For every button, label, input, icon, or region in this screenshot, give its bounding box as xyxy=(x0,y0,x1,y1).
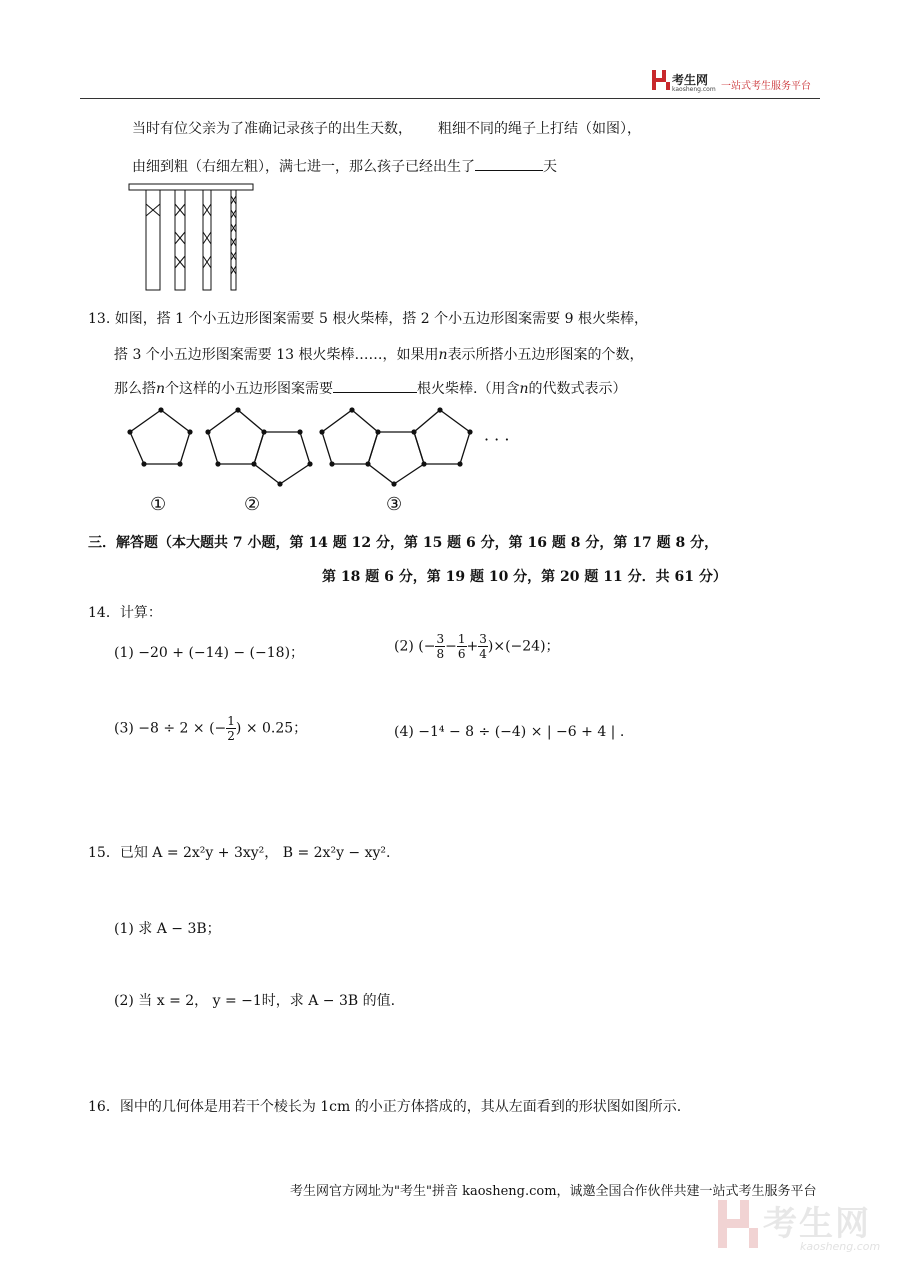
fraction-denominator: 6 xyxy=(457,647,466,661)
q14-title: 14．计算： xyxy=(88,605,162,621)
watermark-text: 考生网 xyxy=(763,1204,871,1244)
fraction-denominator: 4 xyxy=(479,647,487,661)
q14-part-1: (1) −20 + (−14) − (−18)； xyxy=(114,645,305,661)
q12-line1-part-b: 粗细不同的绳子上打结（如图）， xyxy=(438,121,641,137)
q12-line2-part-b: 天 xyxy=(543,159,557,175)
q12-line1 xyxy=(132,118,641,138)
header-divider xyxy=(80,98,820,99)
q13-line3-part-d: 的代数式表示） xyxy=(528,381,627,397)
figure-label-2: ② xyxy=(244,494,261,515)
q14-p2-minus: − xyxy=(445,638,457,655)
q14-part-3 xyxy=(114,714,307,743)
q15-part-1: (1) 求 A − 3B； xyxy=(114,921,221,937)
pentagon-3c xyxy=(414,410,470,464)
pentagon-2b xyxy=(254,432,310,484)
fraction-numerator: 1 xyxy=(457,632,466,646)
watermark-logo-icon xyxy=(718,1200,758,1248)
q16-stem: 16．图中的几何体是用若干个棱长为 1cm 的小正方体搭成的，其从左面看到的形状图如图所示. xyxy=(88,1099,682,1115)
q12-answer-blank[interactable] xyxy=(475,170,543,171)
q14-p3-prefix: (3) −8 ÷ 2 × (− xyxy=(114,720,227,737)
fraction-denominator: 8 xyxy=(436,647,445,661)
q13-answer-blank[interactable] xyxy=(333,392,417,393)
q14-p2-plus: + xyxy=(466,638,479,655)
pattern-ellipsis: · · · xyxy=(484,430,510,449)
pentagon-2a xyxy=(208,410,264,464)
q14-part-4: (4) −1⁴ − 8 ÷ (−4) × | −6 + 4 | . xyxy=(394,724,625,740)
fraction-denominator: 2 xyxy=(227,729,235,743)
fraction-numerator: 3 xyxy=(479,632,487,646)
fraction-numerator: 1 xyxy=(227,714,235,728)
fraction-numerator: 3 xyxy=(436,632,445,646)
q13-line2-part-b: 表示所搭小五边形图案的个数， xyxy=(447,347,644,363)
knotted-ropes-figure xyxy=(128,182,256,292)
q13-line2-part-a: 搭 3 个小五边形图案需要 13 根火柴棒……，如果用 xyxy=(114,347,439,363)
fraction-1-6 xyxy=(457,632,467,661)
q12-line1-part-a: 当时有位父亲为了准确记录孩子的出生天数， xyxy=(132,121,412,137)
q13-line2 xyxy=(114,344,644,364)
q13-variable-n: n xyxy=(519,381,529,397)
header-tagline: 一站式考生服务平台 xyxy=(721,81,811,92)
q12-line2 xyxy=(132,156,557,176)
pentagon-pattern-figure xyxy=(120,400,520,492)
q13-variable-n: n xyxy=(156,381,166,397)
q13-line3-part-a: 那么搭 xyxy=(114,381,156,397)
kaosheng-logo-icon xyxy=(652,70,670,90)
q15-part-2: (2) 当 x = 2， y = −1时，求 A − 3B 的值. xyxy=(114,993,396,1009)
q13-line3-part-c: 根火柴棒.（用含 xyxy=(417,381,520,397)
q14-part-2 xyxy=(394,632,560,661)
pentagon-1 xyxy=(130,410,190,464)
q14-p2-prefix: (2) (− xyxy=(394,638,436,655)
figure-label-3: ③ xyxy=(386,494,403,515)
watermark-subtitle: kaosheng.com xyxy=(800,1240,881,1253)
q13-line3 xyxy=(114,378,627,398)
pentagon-3a xyxy=(322,410,378,464)
q13-line3-part-b: 个这样的小五边形图案需要 xyxy=(165,381,334,397)
fraction-3-8 xyxy=(435,632,445,661)
q13-line1: 13. 如图，搭 1 个小五边形图案需要 5 根火柴棒，搭 2 个小五边形图案需要 9 根火柴棒， xyxy=(88,311,648,327)
q12-line2-part-a: 由细到粗（右细左粗），满七进一，那么孩子已经出生了 xyxy=(132,159,475,175)
figure-label-1: ① xyxy=(150,494,167,515)
fraction-3-4 xyxy=(478,632,488,661)
section-3-heading-line1: 三．解答题（本大题共 7 小题，第 14 题 12 分，第 15 题 6 分，第 16 题 8 分，第 17 题 8 分， xyxy=(88,535,719,551)
pentagon-3b xyxy=(368,432,424,484)
fraction-1-2 xyxy=(226,714,236,743)
logo-subtitle: kaosheng.com xyxy=(672,86,716,93)
q14-p3-suffix: ) × 0.25； xyxy=(235,720,308,737)
section-3-heading-line2: 第 18 题 6 分，第 19 题 10 分，第 20 题 11 分．共 61 分） xyxy=(322,569,727,585)
q13-variable-n: n xyxy=(438,347,448,363)
q14-p2-suffix: )×(−24)； xyxy=(487,638,560,655)
footer-text: 考生网官方网址为"考生"拼音 kaosheng.com，诚邀全国合作伙伴共建一站式考生服务平台 xyxy=(290,1184,817,1199)
logo-name: 考生网 xyxy=(672,73,709,87)
q15-stem: 15．已知 A = 2x²y + 3xy²， B = 2x²y − xy². xyxy=(88,845,391,861)
